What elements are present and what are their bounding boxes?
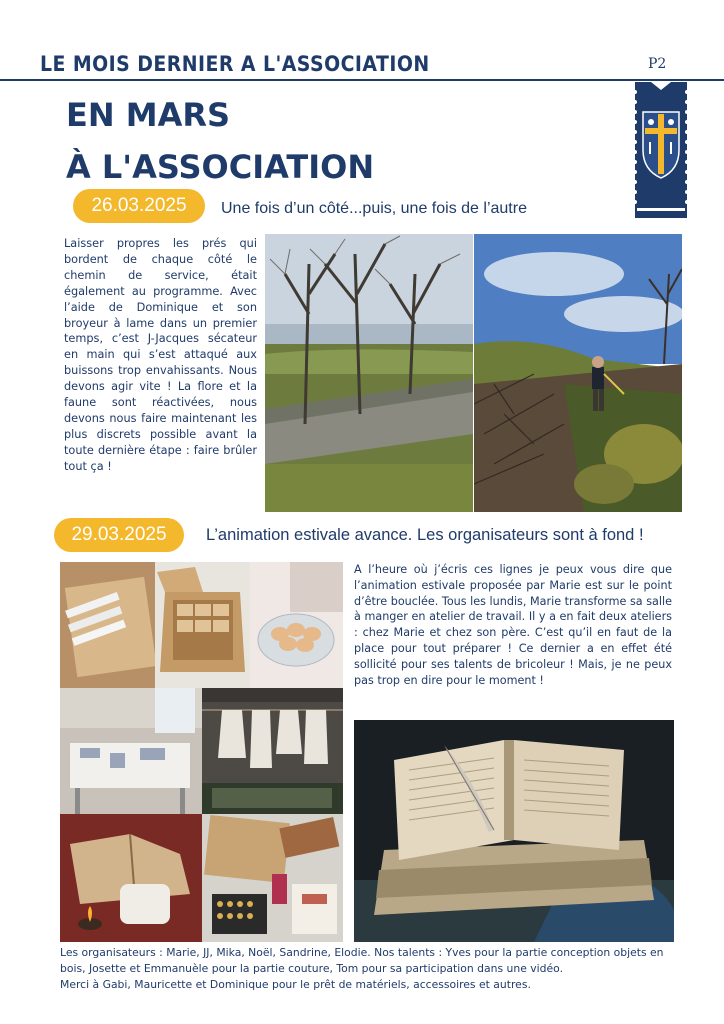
photo-man-clearing-bushes [474,234,682,512]
photo-wooden-eggs-bowl [250,562,343,688]
main-title-line1: EN MARS [66,96,231,134]
main-title-line2: À L'ASSOCIATION [66,148,375,186]
photo-workshop-table [60,688,202,814]
section1-subtitle: Une fois d’un côté...puis, une fois de l’autre [221,200,527,217]
photo-book-quill-candle [60,814,202,942]
photo-cardboard-box [155,562,250,688]
coat-of-arms-banner [633,82,689,218]
header-title: LE MOIS DERNIER A L'ASSOCIATION [40,52,430,76]
footer-credits [60,945,682,992]
photo-tools-parchment [202,814,343,942]
photo-stone-wall-trees [265,234,473,512]
photo-hanging-garments [202,688,343,814]
footer-line2: Merci à Gabi, Mauricette et Dominique pour le prêt de matériels, accessoires et autres. [60,977,531,991]
date-badge-2: 29.03.2025 [54,518,184,552]
section2-subtitle: L’animation estivale avance. Les organisateurs sont à fond ! [206,526,644,544]
photo-chalk-parchment [60,562,155,688]
footer-line1: Les organisateurs : Marie, JJ, Mika, Noël, Sandrine, Elodie. Nos talents : Yves pour la partie conception objets en bois, Josette et Emmanuèle pour la partie couture, Tom pour sa participation dans une vidéo. [60,946,664,975]
header-divider [0,79,724,81]
photo-old-book-quill [354,720,674,942]
section1-text: Laisser propres les prés qui bordent de chaque côté le chemin de service, était également au programme. Avec l’aide de Dominique et son broyeur à lame dans un premier temps, c’est J-Jacques sécateur en main qui s’est attaqué aux buissons trop envahissants. Nous devons agir vite ! La flore et la faune sont réactivées, nous devons nous faire maintenant les plus discrets possible avant la toute dernière étape : faire brûler tout ça ! [64,237,257,473]
section2-text: A l’heure où j’écris ces lignes je peux vous dire que l’animation estivale proposée par Marie est sur le point d’être bouclée. Tous les lundis, Marie transforme sa salle à manger en atelier de travail. Il y a en fait deux ateliers : chez Marie et chez son père. C’est qu’il en faut de la place pour tout préparer ! Ce dernier a en effet été sollicité pour ses talents de bricoleur ! Mais, je ne peux pas trop en dire pour le moment ! [354,563,672,687]
page-number: P2 [648,56,667,72]
date-badge-1: 26.03.2025 [73,189,205,223]
